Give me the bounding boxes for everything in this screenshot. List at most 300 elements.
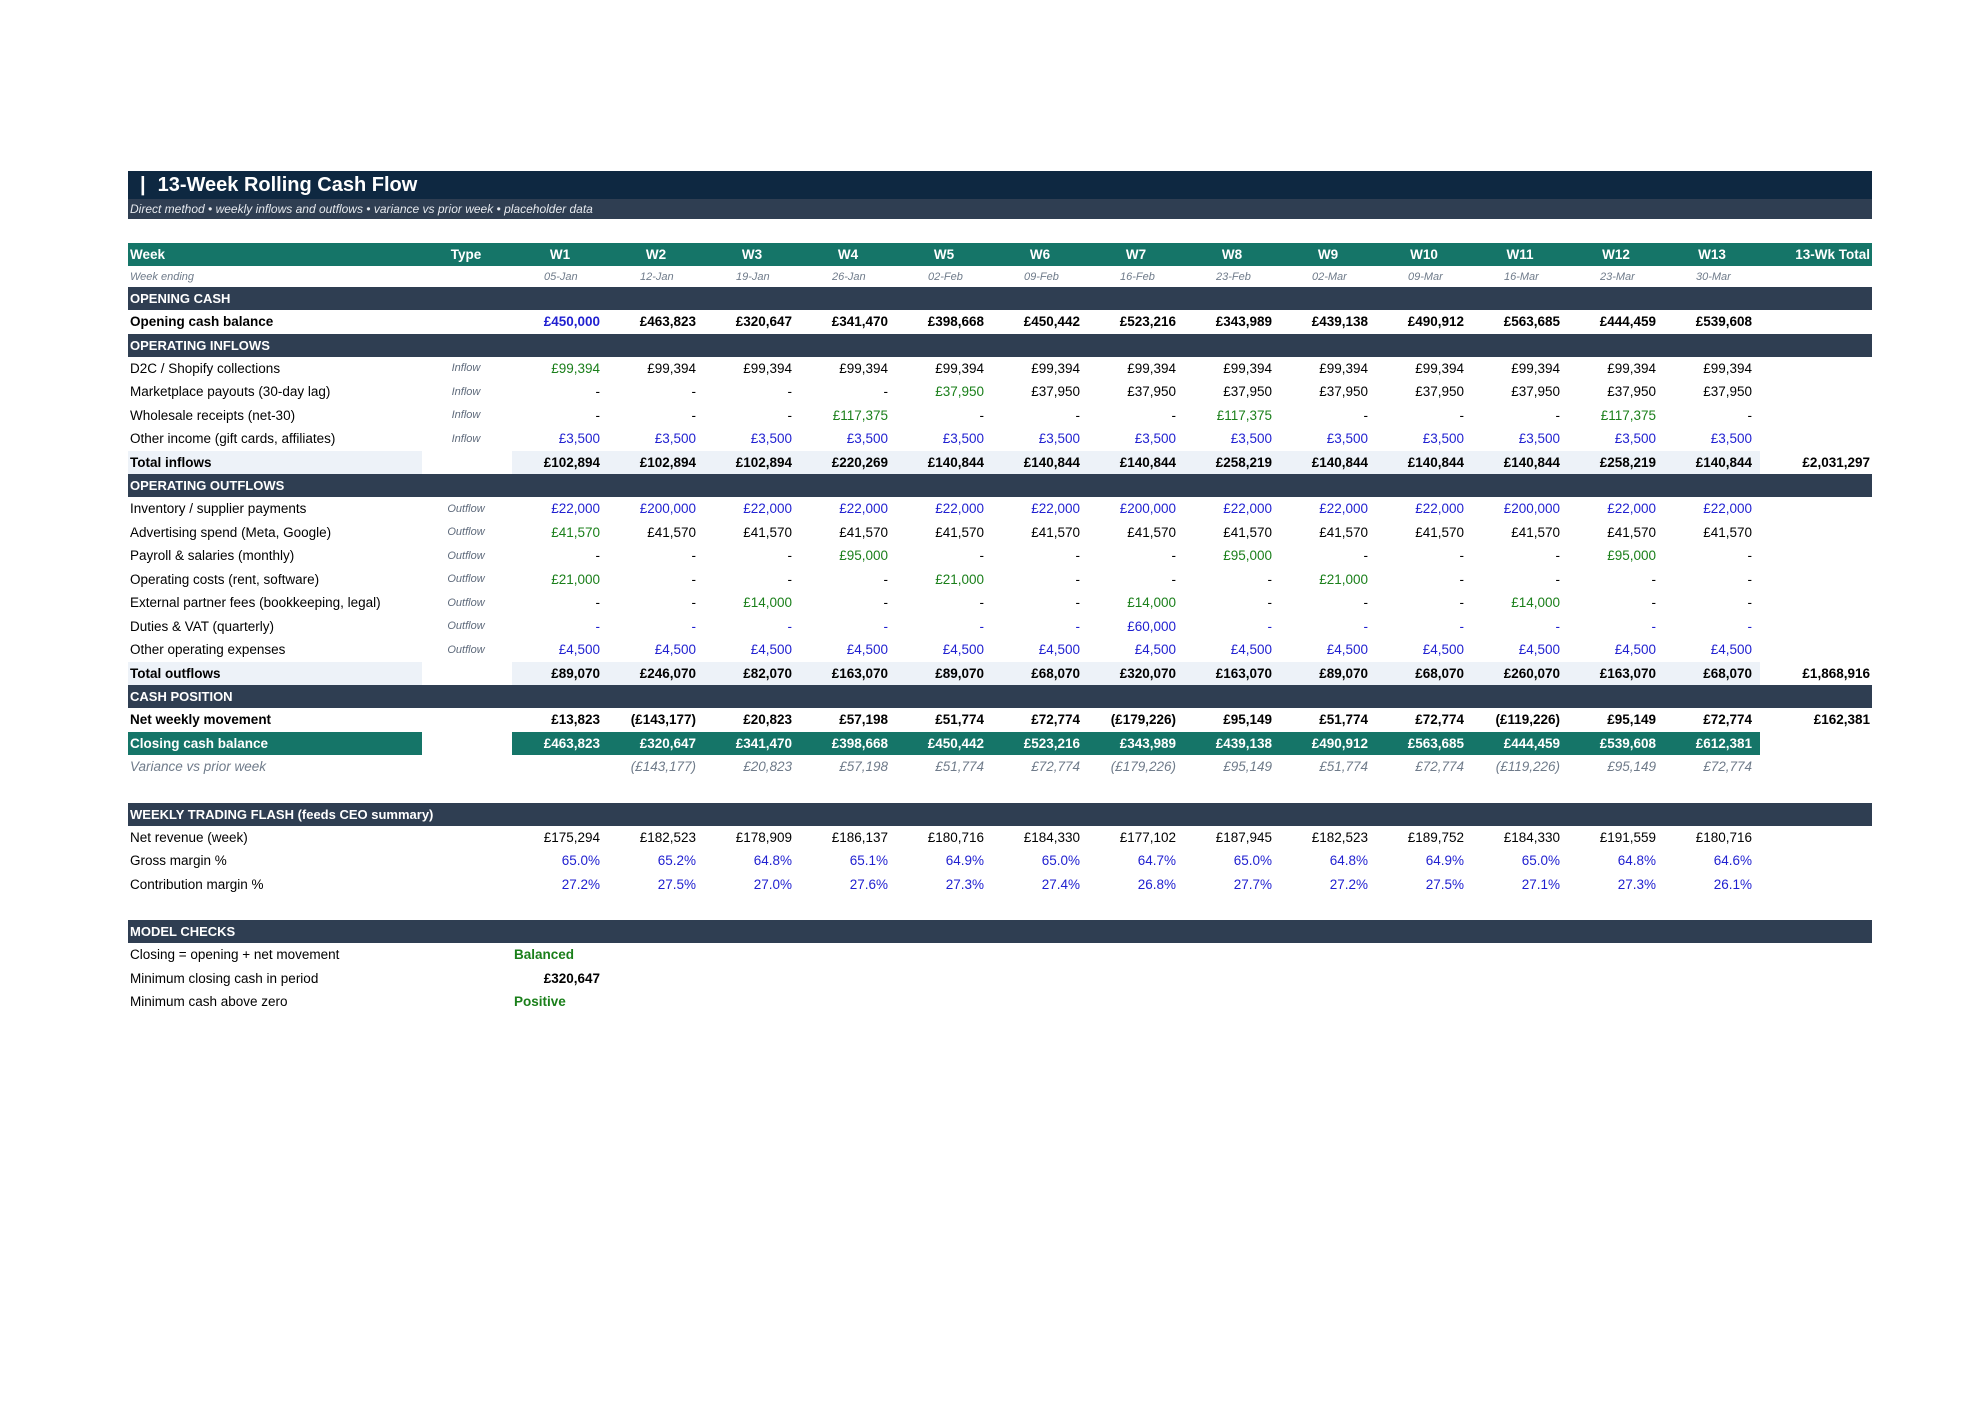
value-cell: £320,647 [608,732,704,756]
value-cell: 65.0% [1521,853,1560,869]
total-cell [1760,310,1872,334]
value-cell: £439,138 [1311,314,1368,330]
value-cell: £563,685 [1376,732,1472,756]
value-cell: £4,500 [1038,642,1080,658]
value-cell: - [1075,595,1080,611]
value-cell: £99,394 [935,360,984,376]
section-header [128,685,1872,708]
row-type [422,849,510,873]
total-value: £89,070 [512,662,608,686]
spacer-cell [422,708,510,732]
value-cell: 64.6% [1713,853,1752,869]
value-cell: £200,000 [1503,501,1560,517]
week-column-header: W6 [992,243,1088,266]
value-cell: £3,500 [942,431,984,447]
value-cell: £41,570 [647,524,696,540]
row-label: Net revenue (week) [130,829,248,845]
value-cell: £60,000 [1127,618,1176,634]
row-label: Contribution margin % [130,876,264,892]
value-cell: - [883,595,888,611]
value-cell: - [1267,618,1272,634]
value-cell: £539,608 [1568,732,1664,756]
value-cell: £99,394 [1223,360,1272,376]
value-cell: £539,608 [1695,314,1752,330]
value-cell: £13,823 [551,712,600,728]
spacer-cell [1760,755,1872,779]
value-cell: - [883,571,888,587]
value-cell: - [1459,548,1464,564]
section-title: OPERATING OUTFLOWS [128,474,1872,497]
total-value: £140,844 [1472,451,1568,475]
value-cell: £72,774 [1031,712,1080,728]
section-title: OPENING CASH [128,287,1872,310]
week-column-header: W4 [800,243,896,266]
spacer-cell [608,943,1872,967]
week-column-header: W9 [1280,243,1376,266]
value-cell: £72,774 [1031,759,1080,775]
value-cell: £177,102 [1119,829,1176,845]
row-label: Advertising spend (Meta, Google) [130,524,332,540]
section-header [128,803,1872,826]
week-column-header: W7 [1088,243,1184,266]
value-cell: £22,000 [1703,501,1752,517]
week-ending-date: 09-Mar [1408,270,1443,283]
grand-total: £1,868,916 [1802,665,1870,681]
value-cell: £444,459 [1472,732,1568,756]
value-cell: £41,570 [1319,524,1368,540]
page-subtitle: Direct method • weekly inflows and outflows • variance vs prior week • placeholder data [130,202,593,216]
value-cell: 65.1% [849,853,888,869]
value-cell: £186,137 [831,829,888,845]
value-cell: - [595,407,600,423]
total-row-label: Total outflows [128,662,422,686]
value-cell: £22,000 [839,501,888,517]
value-cell: - [1267,571,1272,587]
check-label: Minimum cash above zero [130,994,288,1010]
value-cell: (£143,177) [630,759,696,775]
value-cell: 64.9% [1425,853,1464,869]
value-cell: £4,500 [558,642,600,658]
value-cell: £187,945 [1215,829,1272,845]
value-cell: £178,909 [735,829,792,845]
value-cell: £463,823 [512,732,608,756]
value-cell: 64.7% [1137,853,1176,869]
section-header [128,334,1872,357]
section-header [128,920,1872,943]
grand-total: £2,031,297 [1802,454,1870,470]
value-cell: £72,774 [1415,759,1464,775]
value-cell: £175,294 [543,829,600,845]
value-cell: £41,570 [1607,524,1656,540]
value-cell: £41,570 [1415,524,1464,540]
week-ending-date: 02-Feb [928,270,963,283]
value-cell: £612,381 [1664,732,1760,756]
table-row [128,638,1872,662]
value-cell: - [979,548,984,564]
value-cell: £41,570 [1127,524,1176,540]
value-cell: £563,685 [1503,314,1560,330]
check-value: Positive [514,994,566,1010]
value-cell: (£119,226) [1495,759,1560,775]
value-cell: - [1747,595,1752,611]
row-label: Operating costs (rent, software) [130,571,320,587]
week-column-header: W11 [1472,243,1568,266]
row-type: Inflow [451,409,481,422]
value-cell: £4,500 [1326,642,1368,658]
value-cell: - [787,384,792,400]
value-cell: £200,000 [639,501,696,517]
spacer-cell [128,779,1872,803]
value-cell: - [1651,595,1656,611]
total-cell: £162,381 [1813,712,1870,728]
total-cell [1760,497,1872,521]
value-cell: £37,950 [1511,384,1560,400]
value-cell: £3,500 [1038,431,1080,447]
total-cell [1760,380,1872,404]
value-cell: - [1555,407,1560,423]
value-cell: £14,000 [1511,595,1560,611]
value-cell: £99,394 [1415,360,1464,376]
value-cell: - [1363,548,1368,564]
value-cell: - [1363,595,1368,611]
value-cell: £180,716 [1695,829,1752,845]
value-cell: - [691,407,696,423]
value-cell: £37,950 [1703,384,1752,400]
value-cell: £182,523 [639,829,696,845]
value-cell: - [1459,595,1464,611]
value-cell: £490,912 [1280,732,1376,756]
row-label: Other operating expenses [130,642,286,658]
value-cell [512,755,608,779]
value-cell: 27.0% [753,876,792,892]
table-row [128,427,1872,451]
cash-flow-table [128,243,1872,1014]
week-column-header: W3 [704,243,800,266]
value-cell: £99,394 [1703,360,1752,376]
value-cell: £22,000 [1319,501,1368,517]
value-cell: £4,500 [1422,642,1464,658]
value-cell: £99,394 [1127,360,1176,376]
total-value: £260,070 [1472,662,1568,686]
value-cell: £523,216 [992,732,1088,756]
value-cell: - [691,595,696,611]
value-cell: 64.8% [753,853,792,869]
row-label: Payroll & salaries (monthly) [130,548,295,564]
value-cell: £72,774 [1703,759,1752,775]
value-cell: - [691,384,696,400]
value-cell: - [1171,548,1176,564]
week-ending-date: 23-Feb [1216,270,1251,283]
value-cell: (£179,226) [1110,759,1176,775]
value-cell: £320,647 [735,314,792,330]
value-cell: £3,500 [846,431,888,447]
week-ending-date: 16-Mar [1504,270,1539,283]
row-label: Inventory / supplier payments [130,501,307,517]
total-row [128,451,1872,475]
variance-row [128,755,1872,779]
row-type: Outflow [447,549,485,562]
total-value: £258,219 [1568,451,1664,475]
value-cell: £99,394 [743,360,792,376]
value-cell: £450,442 [896,732,992,756]
value-cell: - [691,571,696,587]
total-value: £140,844 [1376,451,1472,475]
value-cell: - [979,618,984,634]
value-cell: - [595,595,600,611]
value-cell: - [883,384,888,400]
row-label: External partner fees (bookkeeping, legal) [130,595,381,611]
value-cell: 65.0% [1041,853,1080,869]
spacer-row [128,779,1872,803]
value-cell: - [595,384,600,400]
value-cell: - [1555,548,1560,564]
value-cell: £4,500 [1518,642,1560,658]
value-cell: 64.9% [945,853,984,869]
value-cell: £182,523 [1311,829,1368,845]
value-cell: - [1747,407,1752,423]
spacer-cell [422,451,510,475]
value-cell: £180,716 [927,829,984,845]
total-value: £246,070 [608,662,704,686]
week-ending-date: 05-Jan [544,270,578,283]
value-cell: 27.5% [1425,876,1464,892]
value-cell: £20,823 [743,712,792,728]
total-cell [1760,615,1872,639]
row-type: Outflow [447,573,485,586]
value-cell: - [787,548,792,564]
spacer-cell [422,266,510,287]
value-cell: £99,394 [1511,360,1560,376]
title-bar [128,171,1872,199]
value-cell: - [1747,618,1752,634]
spacer-cell [1760,732,1872,756]
row-type: Outflow [447,620,485,633]
total-cell [1760,357,1872,381]
spacer-cell [1760,266,1872,287]
value-cell: £444,459 [1599,314,1656,330]
type-header: Type [422,243,510,266]
value-cell: 27.4% [1041,876,1080,892]
week-ending-date: 16-Feb [1120,270,1155,283]
total-cell [1760,568,1872,592]
value-cell: £22,000 [1031,501,1080,517]
value-cell: 65.0% [1233,853,1272,869]
table-row [128,591,1872,615]
value-cell: £343,989 [1215,314,1272,330]
total-cell [1760,591,1872,615]
value-cell: £37,950 [1223,384,1272,400]
row-type [422,310,510,334]
value-cell: £37,950 [1319,384,1368,400]
table-row [128,357,1872,381]
section-title: CASH POSITION [128,685,1872,708]
section-title: MODEL CHECKS [128,920,1872,943]
value-cell: 65.0% [561,853,600,869]
total-value: £68,070 [1376,662,1472,686]
value-cell: £95,000 [839,548,888,564]
check-row [128,943,1872,967]
value-cell: £3,500 [1326,431,1368,447]
week-column-header: W13 [1664,243,1760,266]
week-column-header: W8 [1184,243,1280,266]
value-cell: £51,774 [935,712,984,728]
value-cell: 26.8% [1137,876,1176,892]
total-cell [1760,427,1872,451]
value-cell: £4,500 [1614,642,1656,658]
table-row [128,521,1872,545]
table-row [128,380,1872,404]
table-row [128,497,1872,521]
value-cell: £72,774 [1415,712,1464,728]
value-cell: £22,000 [1223,501,1272,517]
cash-flow-sheet [128,171,1872,1014]
spacer-cell [608,967,1872,991]
value-cell: £3,500 [1614,431,1656,447]
value-cell: - [1555,571,1560,587]
row-label: Closing cash balance [128,732,422,756]
value-cell: 26.1% [1713,876,1752,892]
week-column-header: W2 [608,243,704,266]
spacer-cell [128,896,1872,920]
value-cell: £22,000 [935,501,984,517]
section-header [128,474,1872,497]
value-cell: £51,774 [1319,759,1368,775]
value-cell: - [1651,571,1656,587]
value-cell: £20,823 [743,759,792,775]
value-cell: £95,000 [1607,548,1656,564]
value-cell: 27.5% [657,876,696,892]
week-column-header: W10 [1376,243,1472,266]
value-cell: £343,989 [1088,732,1184,756]
total-value: £140,844 [896,451,992,475]
value-cell: - [1459,407,1464,423]
value-cell: 64.8% [1329,853,1368,869]
subtitle-bar [128,199,1872,219]
week-ending-date: 19-Jan [736,270,770,283]
value-cell: £37,950 [1607,384,1656,400]
value-cell: £189,752 [1407,829,1464,845]
value-cell: £4,500 [750,642,792,658]
value-cell: £117,375 [1216,407,1272,423]
value-cell: £200,000 [1119,501,1176,517]
value-cell: - [595,618,600,634]
value-cell: £99,394 [551,360,600,376]
value-cell: £37,950 [1415,384,1464,400]
value-cell: - [1363,407,1368,423]
net-movement-row [128,708,1872,732]
total-cell [1760,849,1872,873]
total-value: £163,070 [1184,662,1280,686]
row-type: Outflow [447,643,485,656]
week-ending-date: 02-Mar [1312,270,1347,283]
value-cell: - [1363,618,1368,634]
value-cell: £191,559 [1599,829,1656,845]
check-value: £320,647 [543,970,600,986]
value-cell: - [787,407,792,423]
total-value: £320,070 [1088,662,1184,686]
total-value: £258,219 [1184,451,1280,475]
row-label: Wholesale receipts (net-30) [130,407,296,423]
total-value: £68,070 [992,662,1088,686]
total-value: £82,070 [704,662,800,686]
value-cell: £490,912 [1407,314,1464,330]
value-cell: £463,823 [639,314,696,330]
spacer-row [128,896,1872,920]
value-cell: £450,000 [543,314,600,330]
value-cell: £21,000 [551,571,600,587]
value-cell: £117,375 [832,407,888,423]
value-cell: £72,774 [1703,712,1752,728]
row-type [422,826,510,850]
value-cell: £450,442 [1023,314,1080,330]
value-cell: 64.8% [1617,853,1656,869]
value-cell: - [1651,618,1656,634]
table-row [128,826,1872,850]
value-cell: £22,000 [1607,501,1656,517]
value-cell: £21,000 [1319,571,1368,587]
week-ending-date: 30-Mar [1696,270,1731,283]
row-type: Outflow [447,596,485,609]
value-cell: £3,500 [1134,431,1176,447]
total-cell [1760,404,1872,428]
value-cell: £41,570 [551,524,600,540]
value-cell: £37,950 [1127,384,1176,400]
row-type: Outflow [447,502,485,515]
value-cell: £398,668 [927,314,984,330]
value-cell: £4,500 [1710,642,1752,658]
value-cell: £99,394 [839,360,888,376]
value-cell: £4,500 [1230,642,1272,658]
total-cell [1760,521,1872,545]
value-cell: £22,000 [551,501,600,517]
table-row [128,615,1872,639]
week-ending-date: 23-Mar [1600,270,1635,283]
week-ending-date: 09-Feb [1024,270,1059,283]
value-cell: £14,000 [1127,595,1176,611]
page-title: 13-Week Rolling Cash Flow [157,173,418,196]
row-type: Inflow [451,385,481,398]
spacer-cell [422,755,510,779]
value-cell: - [691,618,696,634]
value-cell: £341,470 [704,732,800,756]
total-value: £140,844 [992,451,1088,475]
value-cell: 27.6% [849,876,888,892]
value-cell: £51,774 [935,759,984,775]
header-row [128,243,1872,266]
value-cell: £41,570 [935,524,984,540]
value-cell: £3,500 [1230,431,1272,447]
value-cell: £95,000 [1223,548,1272,564]
table-row [128,310,1872,334]
value-cell: - [1747,571,1752,587]
value-cell: £99,394 [1607,360,1656,376]
value-cell: £37,950 [935,384,984,400]
value-cell: - [1459,618,1464,634]
total-cell [1760,544,1872,568]
value-cell: - [595,548,600,564]
value-cell: - [979,407,984,423]
value-cell: £14,000 [743,595,792,611]
value-cell: £184,330 [1503,829,1560,845]
table-row [128,404,1872,428]
closing-balance-row [128,732,1872,756]
section-title: OPERATING INFLOWS [128,334,1872,357]
value-cell: £57,198 [839,712,888,728]
table-row [128,544,1872,568]
total-value: £140,844 [1088,451,1184,475]
value-cell: 27.2% [1329,876,1368,892]
total-value: £163,070 [800,662,896,686]
